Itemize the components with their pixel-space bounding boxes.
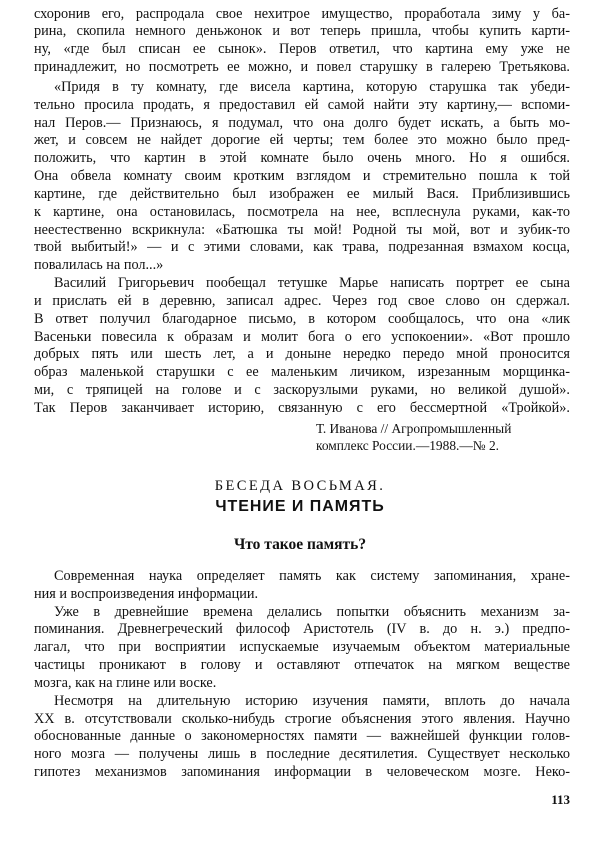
text-line: обоснованные данные о закономерностях памяти — важнейшей функции голов- [34,728,570,745]
text-line: положить, что картин в этой комнате было очень много. Но я ошибся. [34,150,570,167]
text-line: схоронив его, распродала свое нехитрое имущество, проработала зиму у ба- [34,5,570,22]
text-line: XX в. отсутствовали сколько-нибудь строгие объяснения этого явления. Научно [34,710,570,727]
text-line: и прислать ей в деревню, записал адрес. Через год свое слово он сдержал. [34,292,570,309]
text-line: рина, скопила немного деньжонок и вот теперь пришла, чтобы купить карти- [34,23,570,40]
text-line: частицы проникают в голову и оставляют отпечаток на мягком веществе [34,657,570,674]
text-line: Так Перов заканчивает историю, связанную с его бессмертной «Тройкой». [34,399,570,416]
text-line: гипотез механизмов запоминания информации в человеческом мозге. Неко- [34,764,570,781]
section-title: Что такое память? [233,536,367,554]
text-line: тельно просила продать, я предоставил ей самой найти эту картину,— вспоми- [34,96,570,113]
page-number: 113 [551,792,570,807]
text-line: нал Перов.— Признаюсь, я подумал, что она долго будет искать, а быть мо- [34,114,570,131]
text-line: Васеньки повесила к образам и молит бога о его успокоении». «Вот прошло [34,328,570,345]
text-line: картине, где действительно был изображен ее милый Вася. Приблизившись [34,185,570,202]
text-line: Современная наука определяет память как систему запоминания, хране- [54,567,570,584]
text-line: В ответ получил благодарное письмо, в котором сообщалось, что она «лик [34,310,570,327]
text-line: ния и воспроизведения информации. [34,585,259,602]
citation-line: Т. Иванова // Агропромышленный [316,420,512,436]
text-line: к картине, она остановилась, посмотрела на нее, всплеснула руками, как-то [34,203,570,220]
text-line: образ маленькой старушки с ее маленьким личиком, изрезанным морщинка- [34,364,570,381]
text-line: добрых пять или шесть лет, а и доныне нередко передо мной проносится [34,346,570,363]
chapter-title: ЧТЕНИЕ И ПАМЯТЬ [215,497,385,515]
text-line: «Придя в ту комнату, где висела картина, которую старушка так убеди- [54,78,570,95]
text-line: Она обвела комнату своим кротким взглядом и стремительно пошла к той [34,168,570,185]
text-line: твой выбитый!» — и с этими словами, как трава, подрезанная взмахом косца, [34,239,570,256]
text-line: Уже в древнейшие времена делались попытки объяснить механизм за- [54,603,570,620]
text-line: ного мозга — получены лишь в последние десятилетия. Существует несколько [34,746,570,763]
chapter-number: БЕСЕДА ВОСЬМАЯ. [214,477,386,494]
citation-line: комплекс России.—1988.—№ 2. [316,438,499,454]
text-line: Василий Григорьевич пообещал тетушке Марье написать портрет ее сына [54,275,570,292]
text-line: ми, с тряпицей на голове и с заскорузлыми руками, но великой душой». [34,382,570,399]
text-line: Несмотря на длительную историю изучения памяти, вплоть до начала [54,692,570,709]
text-line: поминания. Древнегреческий философ Аристотель (IV в. до н. э.) предпо- [34,621,570,638]
text-line: неестественно вскрикнула: «Батюшка ты мой! Родной ты мой, вот и зубик-то [34,221,570,238]
text-line: лагал, что при восприятии испускаемые изучаемым объектом материальные [34,639,570,656]
text-line: ну, «где был списан ее сынок». Перов ответил, что картина ему уже не [34,41,570,58]
text-line: мозга, как на глине или воске. [34,674,217,691]
text-line: принадлежит, но посмотреть ее можно, и повел старушку в галерею Третьякова. [34,59,570,76]
text-line: повалилась на пол...» [34,257,164,274]
text-line: жет, и совсем не найдет дорогие ей черты; тем более это можно было пред- [34,132,570,149]
